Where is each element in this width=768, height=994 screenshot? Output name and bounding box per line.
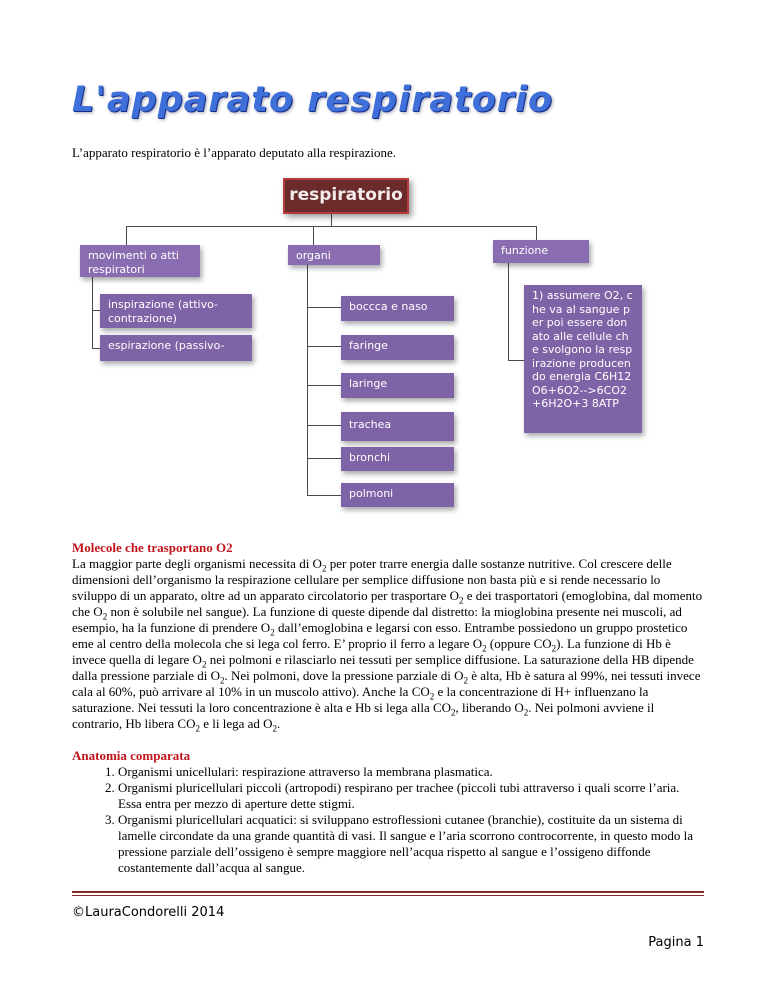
section-anatomia (72, 748, 704, 876)
node-faringe: faringe (341, 335, 454, 360)
diagram-root-box: respiratorio (283, 178, 409, 214)
node-laringe: laringe (341, 373, 454, 398)
node-espirazione: espirazione (passivo- (100, 335, 252, 361)
connector (307, 458, 341, 459)
branch-box-movimenti: movimenti o atti respiratori (80, 245, 200, 277)
connector (307, 495, 341, 496)
node-polmoni: polmoni (341, 483, 454, 507)
node-trachea: trachea (341, 412, 454, 441)
section-paragraph: La maggior parte degli organismi necessita di $O_2$ per poter trarre energia dalle sostanze nutritive. Col crescere delle dimensioni dell’organismo la respirazione cellulare per semplice diffusione non basta più e si rende necessario lo sviluppo di un apparato, oltre ad un apparato circolatorio per trasportare $O_2$ e dei trasportatori (emoglobina, dal momento che $O_2$ non è solubile nel sangue). La funzione di queste dipende dal distretto: la mioglobina presente nei muscoli, ad esempio, ha la funzione di prendere $O_2$ dall’emoglobina e legarsi con esso. Entrambe possiedono un gruppo prostetico eme al centro della molecola che si lega col ferro. E’ proprio il ferro a legare $O_2$ (oppure $CO_2$). La funzione di Hb è invece quella di legare $O_2$ nei polmoni e rilasciarlo nei tessuti per semplice diffusione. La saturazione della HB dipende dalla pressione parziale di $O_2$. Nei polmoni, dove la pressione parziale di $O_2$ è alta, Hb è satura al 99%, nei tessuti invece cala al 60%, può arrivare al 10% in un muscolo attivo). Anche la $CO_2$ e la concentrazione di H+ influenzano la saturazione. Nei tessuti la loro concentrazione è alta e Hb si lega alla $CO_2$, liberando $O_2$. Nei polmoni avviene il contrario, Hb libera $CO_2$ e li lega ad $O_2$. (72, 556, 703, 734)
intro-text: L’apparato respiratorio è l’apparato deputato alla respirazione. (72, 145, 397, 160)
connector (126, 226, 127, 246)
connector (92, 348, 100, 349)
page-title: L'apparato respiratorio (72, 80, 554, 120)
footer-divider (72, 891, 704, 893)
connector (126, 226, 536, 227)
node-bronchi: bronchi (341, 447, 454, 471)
connector (307, 307, 341, 308)
connector (508, 360, 524, 361)
footer-divider (72, 895, 704, 896)
connector (508, 262, 509, 360)
connector (92, 276, 93, 349)
branch-box-organi: organi (288, 245, 380, 265)
branch-box-funzione: funzione (493, 240, 589, 263)
anatomy-list (72, 764, 704, 876)
node-funzione-description: 1) assumere O2, che va al sangue per poi essere donato alle cellule che svolgono la respirazione producendo energia C6H12O6+6O2-->6CO2+6H2O+3 8ATP (524, 285, 642, 433)
footer-author: ©LauraCondorelli 2014 (72, 905, 225, 920)
node-inspirazione: inspirazione (attivo-contrazione) (100, 294, 252, 328)
list-item: 3. Organismi pluricellulari acquatici: si sviluppano estroflessioni cutanee (branchie), costituite da un sistema di lamelle circondate da una grande quantità di vasi. Il sangue e l’aria scorrono controcorrente, in questo modo la pressione parziale dell’ossigeno è sempre maggiore nell’acqua rispetto al sangue e l’ossigeno diffonde costantemente dall’acqua al sangue. (118, 812, 704, 876)
connector (307, 346, 341, 347)
list-item: 1. Organismi unicellulari: respirazione attraverso la membrana plasmatica. (118, 764, 704, 780)
connector (307, 264, 308, 496)
connector (313, 226, 314, 246)
connector (307, 425, 341, 426)
connector (536, 226, 537, 240)
list-item: 2. Organismi pluricellulari piccoli (artropodi) respirano per trachee (piccoli tubi attraverso i quali scorre l’aria. Essa entra per mezzo di aperture dette stigmi. (118, 780, 704, 812)
connector (307, 385, 341, 386)
page-number: Pagina 1 (648, 935, 704, 950)
section-heading: Anatomia comparata (72, 748, 191, 763)
section-molecole (72, 540, 704, 732)
node-bocca-naso: boccca e naso (341, 296, 454, 321)
section-heading: Molecole che trasportano O2 (72, 540, 233, 555)
connector (92, 310, 100, 311)
